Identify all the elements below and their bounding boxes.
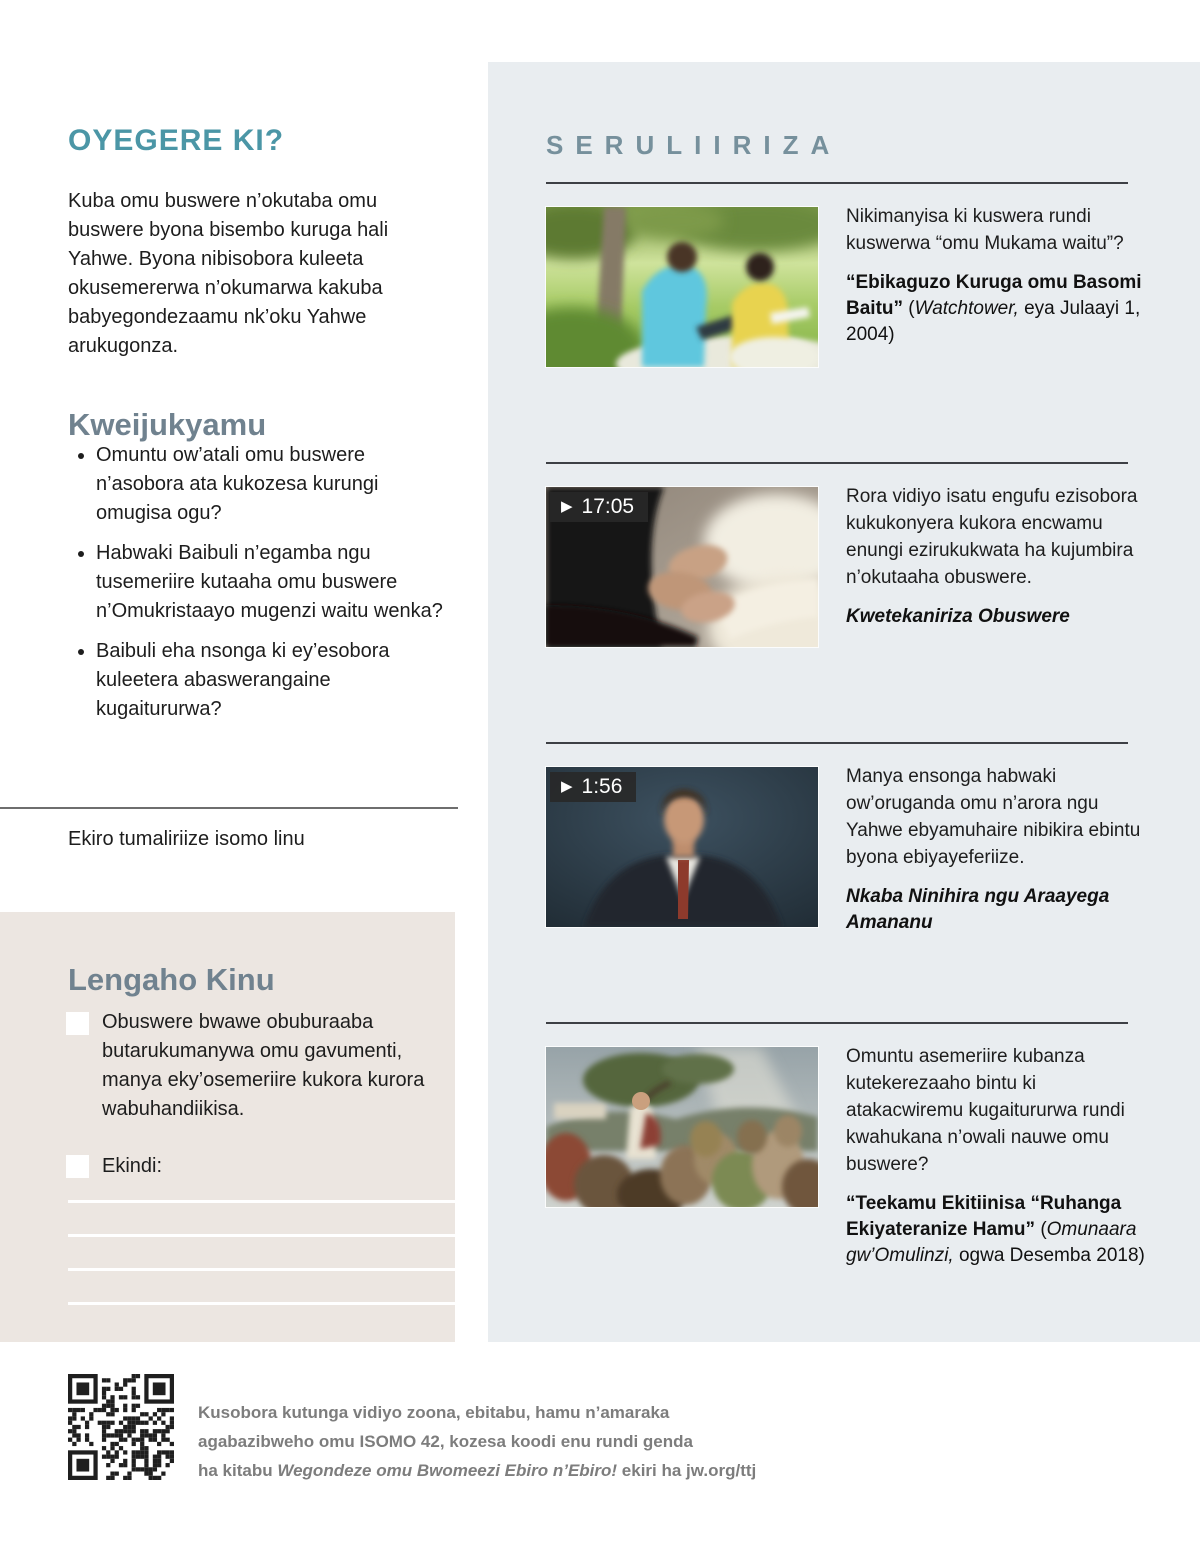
painting-art: [546, 1047, 818, 1207]
footer-caption-line: agabazibweho omu ISOMO 42, kozesa koodi enu rundi genda: [198, 1432, 693, 1451]
write-line[interactable]: [68, 1200, 455, 1203]
resource-reference: Nkaba Ninihira ngu Araayega Amananu: [846, 886, 1110, 933]
intro-paragraph: Kuba omu buswere n’okutaba omu buswere byona bisembo kuruga hali Yahwe. Byona nibisobora kuleeta okusemererwa n’okumarwa kakuba babyegondezaamu nk’oku Yahwe arukugonza.: [68, 190, 389, 357]
goal-checkbox[interactable]: [66, 1012, 89, 1035]
review-question: • Habwaki Baibuli n’egamba ngu tusemeriire kutaaha omu buswere n’Omukristaayo mugenzi waitu wenka?: [96, 539, 448, 626]
resource-question: Nikimanyisa ki kuswera rundi kuswerwa “omu Mukama waitu”?: [846, 206, 1124, 254]
goal-checkbox-label: Obuswere bwawe obuburaaba butarukumanywa omu gavumenti, manya eky’osemeriire kukora kurora wabuhandiikisa.: [102, 1011, 425, 1120]
resource-divider: [546, 1022, 1128, 1024]
resource-question: Omuntu asemeriire kubanza kutekerezaaho bintu ki atakacwiremu kugaitururwa rundi kwahukana n’owali nauwe omu buswere?: [846, 1046, 1125, 1175]
play-icon: ▶: [561, 778, 573, 795]
video-duration: 1:56: [581, 775, 623, 798]
goal-box-title: Lengaho Kinu: [68, 961, 275, 997]
review-question: • Omuntu ow’atali omu buswere n’asobora ata kukozesa kurungi omugisa ogu?: [96, 441, 448, 528]
section-divider: [0, 807, 458, 809]
play-icon: ▶: [561, 498, 573, 515]
qr-code[interactable]: [68, 1374, 174, 1480]
write-line[interactable]: [68, 1302, 455, 1305]
qr-code-art: [68, 1374, 174, 1480]
review-question: • Baibuli eha nsonga ki ey’esobora kuleetera abaswerangaine kugaitururwa?: [96, 637, 448, 724]
goal-box: [0, 912, 455, 1342]
resource-divider: [546, 182, 1128, 184]
write-line[interactable]: [68, 1234, 455, 1237]
footer-caption: [198, 1398, 798, 1485]
resource-reference: “Ebikaguzo Kuruga omu Basomi Baitu” (Watchtower, eya Julaayi 1, 2004): [846, 272, 1142, 345]
goal-checkbox[interactable]: [66, 1155, 89, 1178]
video-duration-badge: [550, 772, 636, 802]
resource-question: Manya ensonga habwaki ow’oruganda omu n’arora ngu Yahwe ebyamuhaire nibikira ebintu byona ebiyayeferiize.: [846, 766, 1141, 868]
review-question-list: [68, 441, 448, 735]
resource-item-text: [846, 763, 1148, 936]
resource-reference: Kwetekaniriza Obuswere: [846, 606, 1070, 627]
resource-divider: [546, 462, 1128, 464]
resource-item-text: [846, 1043, 1148, 1269]
thumbnail-couple-studying-photo[interactable]: [546, 207, 818, 367]
write-line[interactable]: [68, 1268, 455, 1271]
resource-question: Rora vidiyo isatu engufu ezisobora kukukonyera kukora encwamu enungi ezirukukwata ha kujumbira n’okutaaha obuswere.: [846, 486, 1138, 588]
resource-item-text: [846, 203, 1148, 348]
resource-divider: [546, 742, 1128, 744]
resources-title: SERULIIRIZA: [546, 129, 842, 160]
video-thumbnail-wedding-hands[interactable]: [546, 487, 818, 647]
resource-reference: “Teekamu Ekitiinisa “Ruhanga Ekiyateranize Hamu” (Omunaara gw’Omulinzi, ogwa Desemba 2018): [846, 1193, 1145, 1266]
page-title: OYEGERE KI?: [68, 124, 285, 158]
review-section-title: Kweijukyamu: [68, 406, 267, 442]
couple-photo-art: [546, 207, 818, 367]
footer-caption-line: ha kitabu Wegondeze omu Bwomeezi Ebiro n’Ebiro! ekiri ha jw.org/ttj: [198, 1461, 757, 1480]
goal-checkbox-label: Ekindi:: [102, 1155, 163, 1177]
video-duration-badge: [550, 492, 648, 522]
video-thumbnail-speaker[interactable]: [546, 767, 818, 927]
thumbnail-jesus-teaching-painting[interactable]: [546, 1047, 818, 1207]
resources-panel: [488, 62, 1200, 1342]
footer-caption-line: Kusobora kutunga vidiyo zoona, ebitabu, hamu n’amaraka: [198, 1403, 670, 1422]
video-duration: 17:05: [581, 495, 635, 518]
resource-item-text: [846, 483, 1148, 630]
completion-date-label: Ekiro tumaliriize isomo linu: [68, 828, 305, 850]
